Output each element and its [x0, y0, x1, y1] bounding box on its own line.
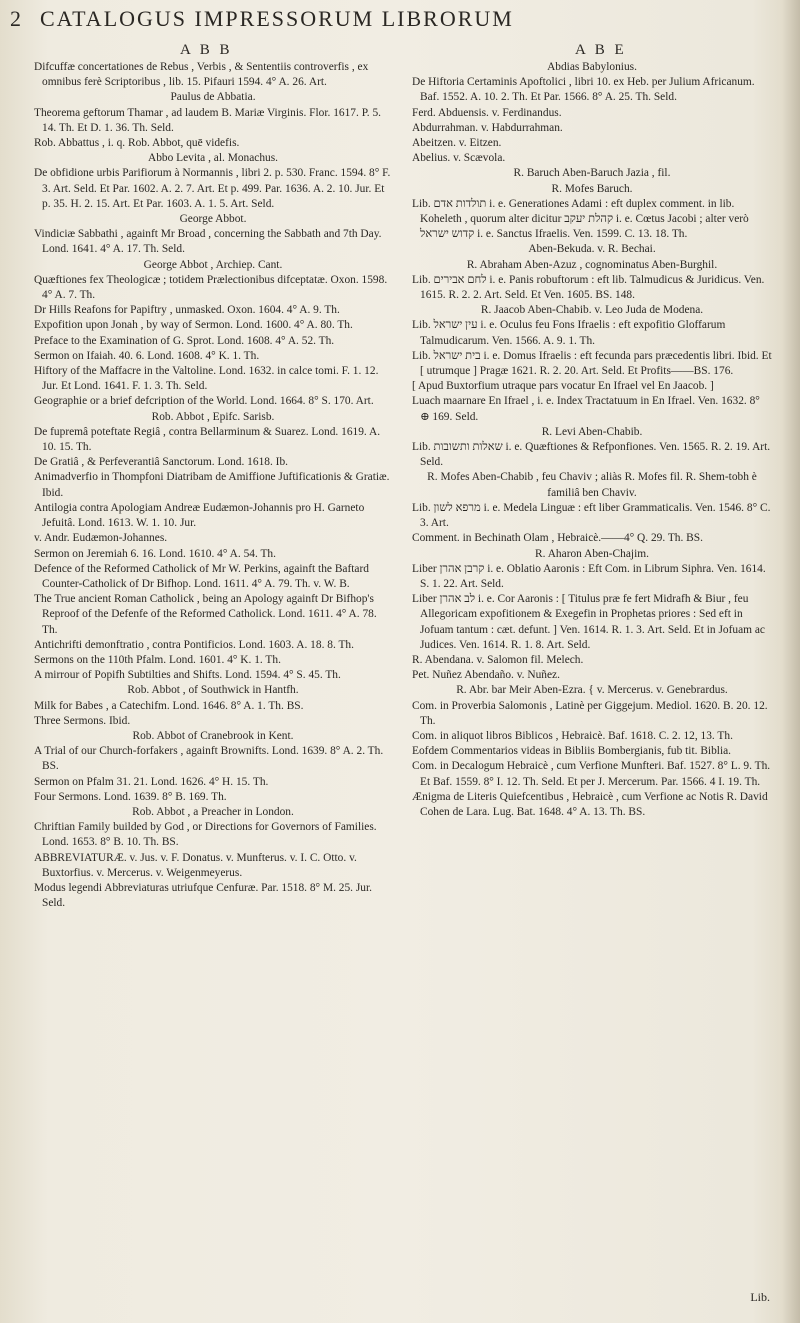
catalog-entry: Expofition upon Jonah , by way of Sermon. Lond. 1600. 4° A. 80. Th. — [34, 319, 353, 332]
catalog-entry: Rob. Abbot of Cranebrook in Kent. — [132, 729, 294, 742]
catalog-entry: Theorema geftorum Thamar , ad laudem B. Mariæ Virginis. Flor. 1617. P. 5. 14. Th. Et D. 1. 36. Th. Seld. — [34, 106, 382, 134]
catalog-entry: Com. in Proverbia Salomonis , Latinè per Giggejum. Mediol. 1620. B. 20. 12. Th. — [412, 699, 768, 727]
catalog-entry: Lib. מרפא לשון i. e. Medela Linguæ : eft liber Grammaticalis. Ven. 1546. 8° C. 3. Art. — [412, 501, 771, 530]
catalog-entry: Abbo Levita , al. Monachus. — [147, 152, 278, 165]
catalog-entry: De Gratiâ , & Perfeverantiâ Sanctorum. Lond. 1618. Ib. — [34, 456, 288, 469]
catalog-entry: Rob. Abbot , of Southwick in Hantfh. — [127, 684, 299, 697]
catalog-entry: ABBREVIATURÆ. v. Jus. v. F. Donatus. v. Munfterus. v. I. C. Otto. v. Buxtorfius. v. Mercerus. v. Weigenmeyerus. — [34, 851, 357, 879]
catalog-entry: De fupremâ poteftate Regiâ , contra Bellarminum & Suarez. Lond. 1619. A. 10. 15. Th. — [34, 425, 381, 454]
catalog-entry: R. Levi Aben-Chabib. — [541, 425, 643, 438]
catalog-entry: De Hiftoria Certaminis Apoftolici , libri 10. ex Heb. per Julium Africanum. Baf. 1552. A. 10. 2. Th. Et Par. 1566. 8° A. 25. Th. Seld. — [412, 76, 755, 104]
catalog-entry: Eofdem Commentarios videas in Bibliis Bombergianis, fub tit. Biblia. — [412, 745, 732, 758]
catalog-entry: R. Jaacob Aben-Chabib. v. Leo Juda de Modena. — [480, 304, 704, 317]
right-column — [412, 60, 772, 820]
catalog-entry: R. Abraham Aben-Azuz , cognominatus Aben-Burghil. — [466, 258, 718, 271]
catalog-entry: R. Mofes Aben-Chabib , feu Chaviv ; aliàs R. Mofes fil. R. Shem-tobh è familiâ ben Chaviv. — [427, 471, 757, 499]
catalog-entry: Dr Hills Reafons for Papiftry , unmasked. Oxon. 1604. 4° A. 9. Th. — [34, 304, 340, 317]
catalog-entry: Quæftiones fex Theologicæ ; totidem Prælectionibus difceptatæ. Oxon. 1598. 4° A. 7. Th. — [34, 273, 388, 302]
catalog-entry: Paulus de Abbatia. — [170, 91, 256, 104]
left-column-heading: A B B — [180, 42, 233, 58]
running-title: CATALOGUS IMPRESSORUM LIBRORUM — [40, 6, 514, 31]
catalog-entry: Lib. עין ישראל i. e. Oculus feu Fons Ifraelis : eft expofitio Gloffarum Talmudicarum. Ven. 1566. A. 9. 1. Th. — [412, 319, 726, 347]
catalog-entry: Liber קרבן אהרן i. e. Oblatio Aaronis : Eft Com. in Librum Siphra. Ven. 1614. S. 1. 22. Art. Seld. — [412, 562, 766, 590]
catalog-entry: Difcuffæ concertationes de Rebus , Verbis , & Sententiis controverfis , ex omnibus ferè Scriptoribus , lib. 15. Pifauri 1594. 4° A. 26. Art. — [34, 61, 369, 89]
catalog-entry: Lib. בית ישראל i. e. Domus Ifraelis : eft fecunda pars præcedentis libri. Ibid. Et [ utrumque ] Pragæ 1621. R. 2. 20. Art. Seld. Et Profits——BS. 176. — [412, 349, 772, 378]
right-column-heading: A B E — [575, 42, 627, 58]
catalog-entry: Animadverfio in Thompfoni Diatribam de Amiffione Juftificationis & Gratiæ. Ibid. — [34, 471, 390, 499]
catalog-entry: Rob. Abbattus , i. q. Rob. Abbot, quē videfis. — [34, 137, 240, 150]
catalog-entry: R. Baruch Aben-Baruch Jazia , fil. — [513, 167, 671, 180]
catalog-entry: Abeitzen. v. Eitzen. — [412, 137, 502, 150]
catchword: Lib. — [750, 1290, 770, 1304]
catalog-entry: Geographie or a brief defcription of the World. Lond. 1664. 8° S. 170. Art. — [34, 395, 374, 408]
catalog-entry: Antichrifti demonftratio , contra Pontificios. Lond. 1603. A. 18. 8. Th. — [34, 638, 354, 651]
catalog-entry: Rob. Abbot , Epifc. Sarisb. — [151, 410, 275, 423]
catalog-entry: Abdias Babylonius. — [547, 61, 637, 73]
catalog-entry: Luach maarnare En Ifrael , i. e. Index Tractatuum in En Ifrael. Ven. 1632. 8° ⊕ 169. Seld. — [412, 395, 760, 423]
page-header — [0, 4, 800, 34]
catalog-entry: Antilogia contra Apologiam Andreæ Eudæmon-Johannis pro H. Garneto Jefuitâ. Lond. 1613. W. 1. 10. Jur. — [34, 501, 365, 530]
catalog-entry: Abdurrahman. v. Habdurrahman. — [412, 121, 563, 134]
catalog-entry: Lib. לחם אבירים i. e. Panis robuftorum : eft lib. Talmudicus & Juridicus. Ven. 1615. R. 2. 2. Art. Seld. Et Ven. 1605. BS. 148. — [412, 273, 765, 302]
catalog-entry: Sermon on Ifaiah. 40. 6. Lond. 1608. 4° K. 1. Th. — [34, 349, 260, 362]
catalog-entry: Modus legendi Abbreviaturas utriufque Cenfuræ. Par. 1518. 8° M. 25. Jur. Seld. — [34, 881, 373, 910]
page-number: 2 — [10, 6, 21, 31]
catalog-entry: Ferd. Abduensis. v. Ferdinandus. — [412, 106, 562, 119]
catalog-entry: Sermon on Jeremiah 6. 16. Lond. 1610. 4° A. 54. Th. — [34, 547, 276, 560]
catalog-entry: R. Mofes Baruch. — [551, 182, 633, 195]
catalog-entry: De obfidione urbis Parifiorum à Normannis , libri 2. p. 530. Franc. 1594. 8° F. 3. Art. Seld. Et Par. 1602. A. 2. 7. Art. Et p. 499. Par. 1636. A. 2. 10. Jur. Et p. 35. H. 2. 15. Art. Et Par. 1603. A. 1. 5. Art. Seld. — [34, 167, 391, 210]
catalog-entry: Liber לב אהרן i. e. Cor Aaronis : [ Titulus præ fe fert Midrafh & Biur , feu Allegoricam expofitionem & Exegefin in Prophetas priores : Sed eft in Jofuam tantum : cæt. defunt. ] Ven. 1614. R. 1. 3. Art. Seld. Et in Jofuam ac Judices. Ven. 1614. R. 1. 8. Art. Seld. — [412, 593, 765, 651]
catalog-entry: Defence of the Reformed Catholick of Mr W. Perkins, againft the Baftard Counter-Catholick of Dr Bifhop. Lond. 1611. 4° A. 79. Th. v. W. B. — [34, 562, 369, 590]
catalog-entry: Milk for Babes , a Catechifm. Lond. 1646. 8° A. 1. Th. BS. — [34, 699, 304, 712]
catalog-entry: R. Abendana. v. Salomon fil. Melech. — [412, 653, 584, 666]
catalog-entry: Pet. Nuñez Abendaño. v. Nuñez. — [412, 669, 560, 682]
page-edge-shadow — [782, 0, 800, 1323]
catalog-entry: Chriftian Family builded by God , or Directions for Governors of Families. Lond. 1653. 8° B. 10. Th. BS. — [34, 821, 377, 849]
catalog-entry: Com. in aliquot libros Biblicos , Hebraicè. Baf. 1618. C. 2. 12, 13. Th. — [412, 729, 733, 742]
catalog-entry: Aben-Bekuda. v. R. Bechai. — [528, 243, 656, 256]
catalog-entry: Abelius. v. Scævola. — [412, 152, 506, 165]
catalog-entry: R. Aharon Aben-Chajim. — [535, 547, 649, 560]
catalog-entry: Com. in Decalogum Hebraicè , cum Verfione Munfteri. Baf. 1527. 8° L. 9. Th. Et Baf. 1559. 8° I. 12. Th. Seld. Et per J. Mercerum. Par. 1566. 4 I. 19. Th. — [412, 760, 771, 788]
catalog-entry: Lib. תולדות אדם i. e. Generationes Adami : eft duplex comment. in lib. Koheleth , quorum alter dicitur קהלת יעקב i. e. Cœtus Jacobi ; alter verò קדוש ישראל i. e. Sanctus Ifraelis. Ven. 1599. C. 13. 18. Th. — [412, 197, 749, 241]
catalog-entry: Comment. in Bechinath Olam , Hebraicè.——4° Q. 29. Th. BS. — [412, 532, 703, 545]
catalog-entry: Lib. שאלות ותשובות i. e. Quæftiones & Refponfiones. Ven. 1565. R. 2. 19. Art. Seld. — [412, 441, 771, 469]
catalog-entry: Sermon on Pfalm 31. 21. Lond. 1626. 4° H. 15. Th. — [34, 775, 269, 788]
catalog-entry: George Abbot , Archiep. Cant. — [143, 258, 283, 271]
catalog-entry: Rob. Abbot , a Preacher in London. — [132, 805, 294, 818]
catalog-entry: The True ancient Roman Catholick , being an Apology againft Dr Bifhop's Reproof of the Defenfe of the Reformed Catholick. Lond. 1611. 4° A. 78. Th. — [34, 593, 377, 636]
catalog-entry: Three Sermons. Ibid. — [34, 714, 131, 727]
catalog-entry: Ænigma de Literis Quiefcentibus , Hebraicè , cum Verfione ac Notis R. David Cohen de Lara. Lug. Bat. 1648. 4° A. 13. Th. BS. — [412, 790, 768, 818]
catalog-entry: Preface to the Examination of G. Sprot. Lond. 1608. 4° A. 52. Th. — [34, 334, 335, 347]
catalog-entry: [ Apud Buxtorfium utraque pars vocatur En Ifrael vel En Jaacob. ] — [412, 380, 714, 393]
catalog-entry: A mirrour of Popifh Subtilties and Shifts. Lond. 1594. 4° S. 45. Th. — [34, 669, 341, 682]
catalog-entry: George Abbot. — [179, 213, 247, 226]
catalog-entry: v. Andr. Eudæmon-Johannes. — [34, 532, 168, 545]
catalog-entry: Sermons on the 110th Pfalm. Lond. 1601. 4° K. 1. Th. — [34, 653, 281, 666]
catalog-entry: Four Sermons. Lond. 1639. 8° B. 169. Th. — [34, 790, 227, 803]
catalog-entry: Vindiciæ Sabbathi , againft Mr Broad , concerning the Sabbath and 7th Day. Lond. 1641. 4° A. 17. Th. Seld. — [34, 228, 382, 256]
catalog-entry: R. Abr. bar Meir Aben-Ezra. { v. Mercerus. v. Genebrardus. — [456, 684, 728, 697]
left-column — [34, 60, 392, 911]
catalog-entry: Hiftory of the Maffacre in the Valtoline. Lond. 1632. in calce tomi. F. 1. 12. Jur. Et Lond. 1641. F. 1. 3. Th. Seld. — [34, 365, 379, 393]
catalog-entry: A Trial of our Church-forfakers , againft Brownifts. Lond. 1639. 8° A. 2. Th. BS. — [34, 745, 384, 773]
